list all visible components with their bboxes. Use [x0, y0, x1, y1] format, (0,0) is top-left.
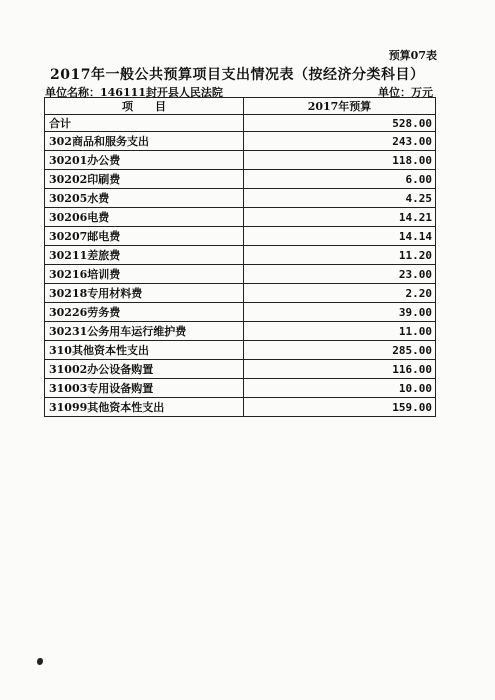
row-amount: 159.00 — [244, 398, 436, 417]
row-amount: 11.00 — [244, 322, 436, 341]
row-amount: 23.00 — [244, 265, 436, 284]
table-row — [45, 170, 436, 189]
row-amount: 528.00 — [244, 115, 436, 132]
ink-speck — [37, 658, 43, 665]
table-row — [45, 284, 436, 303]
table-row — [45, 398, 436, 417]
row-name: 302商品和服务支出 — [45, 132, 244, 151]
table-header-row — [45, 98, 436, 115]
row-name: 31099其他资本性支出 — [45, 398, 244, 417]
row-amount: 4.25 — [244, 189, 436, 208]
row-amount: 10.00 — [244, 379, 436, 398]
row-name: 30211差旅费 — [45, 246, 244, 265]
row-amount: 118.00 — [244, 151, 436, 170]
column-header-item: 项 目 — [45, 98, 244, 115]
table-row — [45, 115, 436, 132]
budget-table — [44, 97, 436, 417]
row-name: 310其他资本性支出 — [45, 341, 244, 360]
unit-row — [45, 84, 435, 98]
row-amount: 116.00 — [244, 360, 436, 379]
table-row — [45, 265, 436, 284]
form-code: 预算07表 — [388, 49, 437, 62]
row-amount: 11.20 — [244, 246, 436, 265]
row-name: 30218专用材料费 — [45, 284, 244, 303]
row-amount: 285.00 — [244, 341, 436, 360]
table-row — [45, 189, 436, 208]
table-row — [45, 227, 436, 246]
table-row — [45, 360, 436, 379]
table-row — [45, 379, 436, 398]
row-amount: 14.14 — [244, 227, 436, 246]
table-row — [45, 341, 436, 360]
row-name: 30226劳务费 — [45, 303, 244, 322]
unit-measure: 单位：万元 — [378, 86, 433, 99]
table-row — [45, 322, 436, 341]
row-name: 30207邮电费 — [45, 227, 244, 246]
row-name: 30201办公费 — [45, 151, 244, 170]
table-row — [45, 303, 436, 322]
row-name: 30205水费 — [45, 189, 244, 208]
row-amount: 6.00 — [244, 170, 436, 189]
row-name: 30206电费 — [45, 208, 244, 227]
column-header-budget: 2017年预算 — [244, 98, 436, 115]
row-name: 31002办公设备购置 — [45, 360, 244, 379]
row-amount: 2.20 — [244, 284, 436, 303]
row-name: 30231公务用车运行维护费 — [45, 322, 244, 341]
unit-name: 单位名称：146111封开县人民法院 — [45, 86, 223, 99]
table-row — [45, 151, 436, 170]
row-name: 合计 — [45, 115, 244, 132]
row-amount: 39.00 — [244, 303, 436, 322]
table-row — [45, 132, 436, 151]
row-name: 31003专用设备购置 — [45, 379, 244, 398]
row-name: 30202印刷费 — [45, 170, 244, 189]
table-row — [45, 246, 436, 265]
row-amount: 14.21 — [244, 208, 436, 227]
row-name: 30216培训费 — [45, 265, 244, 284]
row-amount: 243.00 — [244, 132, 436, 151]
page-title: 2017年一般公共预算项目支出情况表（按经济分类科目） — [50, 67, 425, 83]
table-row — [45, 208, 436, 227]
